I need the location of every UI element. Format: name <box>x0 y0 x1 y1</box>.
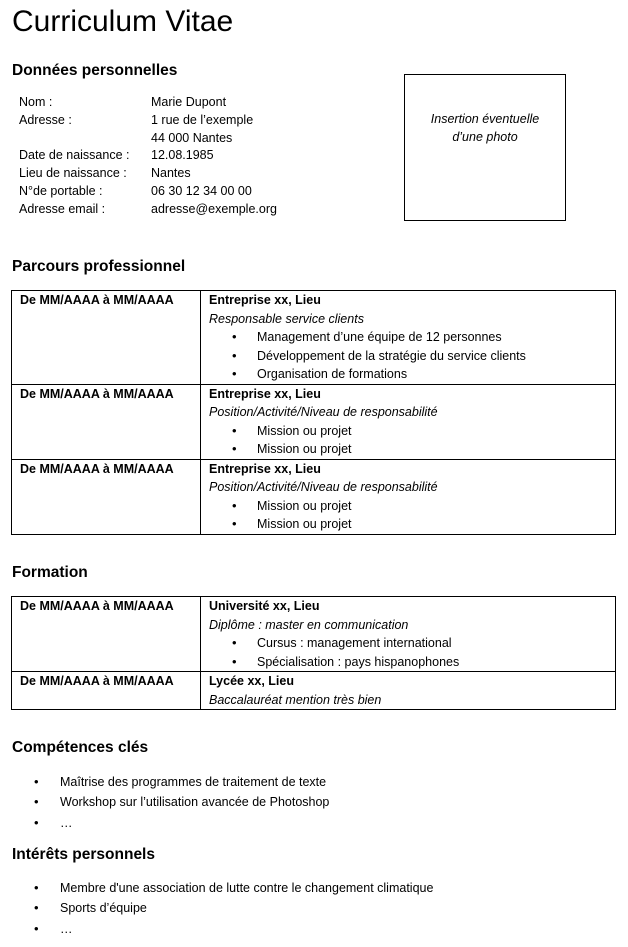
personal-row-phone <box>19 183 277 201</box>
list-item: • Mission ou projet <box>209 440 615 459</box>
personal-value: Marie Dupont <box>151 95 227 109</box>
table-row <box>12 291 616 385</box>
personal-row-birthplace <box>19 165 277 183</box>
entry-subtitle: Diplôme : master en communication <box>209 617 409 632</box>
list-item: • Mission ou projet <box>209 497 615 516</box>
list-item: • Spécialisation : pays hispanophones <box>209 653 615 672</box>
photo-placeholder <box>404 74 566 221</box>
personal-data-list <box>19 94 277 219</box>
entry-details <box>201 384 616 459</box>
personal-row-address-city <box>19 130 277 148</box>
list-item: • Management d’une équipe de 12 personnes <box>209 328 615 347</box>
list-item: • Mission ou projet <box>209 422 615 441</box>
entry-details <box>201 597 616 672</box>
list-item: • Cursus : management international <box>209 634 615 653</box>
personal-value: 1 rue de l’exemple <box>151 112 254 127</box>
table-row <box>12 672 616 710</box>
personal-value: adresse@exemple.org <box>151 201 277 216</box>
list-item: • Mission ou projet <box>209 515 615 534</box>
list-item: • … <box>34 919 433 939</box>
entry-name: Lycée xx, Lieu <box>209 674 294 688</box>
experience-table <box>11 290 616 535</box>
entry-name: Entreprise xx, Lieu <box>209 386 321 401</box>
personal-row-address <box>19 112 277 130</box>
entry-subtitle: Position/Activité/Niveau de responsabilité <box>209 480 438 494</box>
entry-name: Université xx, Lieu <box>209 599 320 613</box>
entry-details <box>201 672 616 710</box>
experience-heading: Parcours professionnel <box>12 258 186 275</box>
personal-row-birthdate <box>19 147 277 165</box>
list-item: • … <box>34 813 329 833</box>
list-item: • Workshop sur l’utilisation avancée de Photoshop <box>34 792 329 812</box>
document-title: Curriculum Vitae <box>12 5 234 38</box>
entry-date: De MM/AAAA à MM/AAAA <box>12 384 201 459</box>
personal-row-email <box>19 201 277 219</box>
education-heading: Formation <box>12 564 88 581</box>
personal-label: Lieu de naissance : <box>19 166 127 181</box>
entry-bullets <box>209 422 615 459</box>
list-item: • Développement de la stratégie du service clients <box>209 347 615 366</box>
entry-details <box>201 291 616 385</box>
entry-date: De MM/AAAA à MM/AAAA <box>12 597 201 672</box>
entry-date: De MM/AAAA à MM/AAAA <box>12 459 201 534</box>
personal-value: 12.08.1985 <box>151 148 214 163</box>
personal-label: Nom : <box>19 95 53 109</box>
personal-value: 44 000 Nantes <box>151 130 233 145</box>
entry-date: De MM/AAAA à MM/AAAA <box>12 291 201 385</box>
skills-list <box>34 772 329 833</box>
entry-bullets <box>209 328 615 384</box>
entry-subtitle: Responsable service clients <box>209 311 364 326</box>
entry-subtitle: Position/Activité/Niveau de responsabilité <box>209 405 438 419</box>
entry-name: Entreprise xx, Lieu <box>209 461 321 476</box>
photo-placeholder-text <box>415 110 555 220</box>
personal-label <box>19 130 151 148</box>
education-table <box>11 596 616 710</box>
skills-heading: Compétences clés <box>12 739 149 756</box>
personal-data-heading: Données personnelles <box>12 62 178 79</box>
interests-heading: Intérêts personnels <box>12 846 155 863</box>
personal-value: 06 30 12 34 00 00 <box>151 183 252 198</box>
list-item: • Membre d'une association de lutte contre le changement climatique <box>34 878 433 898</box>
table-row <box>12 459 616 534</box>
personal-label: Adresse email : <box>19 201 106 216</box>
entry-date: De MM/AAAA à MM/AAAA <box>12 672 201 710</box>
photo-placeholder-line: Insertion éventuelle <box>430 112 540 126</box>
list-item: • Organisation de formations <box>209 365 615 384</box>
interests-list <box>34 878 433 939</box>
entry-subtitle: Baccalauréat mention très bien <box>209 692 382 707</box>
entry-bullets <box>209 497 615 534</box>
entry-details <box>201 459 616 534</box>
personal-label: N°de portable : <box>19 183 103 198</box>
table-row <box>12 597 616 672</box>
entry-name: Entreprise xx, Lieu <box>209 293 321 307</box>
list-item: • Sports d’équipe <box>34 898 433 918</box>
personal-value: Nantes <box>151 166 191 181</box>
photo-placeholder-line: d’une photo <box>452 130 518 144</box>
list-item: • Maîtrise des programmes de traitement de texte <box>34 772 329 792</box>
personal-label: Adresse : <box>19 112 72 127</box>
personal-label: Date de naissance : <box>19 148 130 163</box>
table-row <box>12 384 616 459</box>
entry-bullets <box>209 634 615 671</box>
personal-row-name <box>19 94 277 112</box>
